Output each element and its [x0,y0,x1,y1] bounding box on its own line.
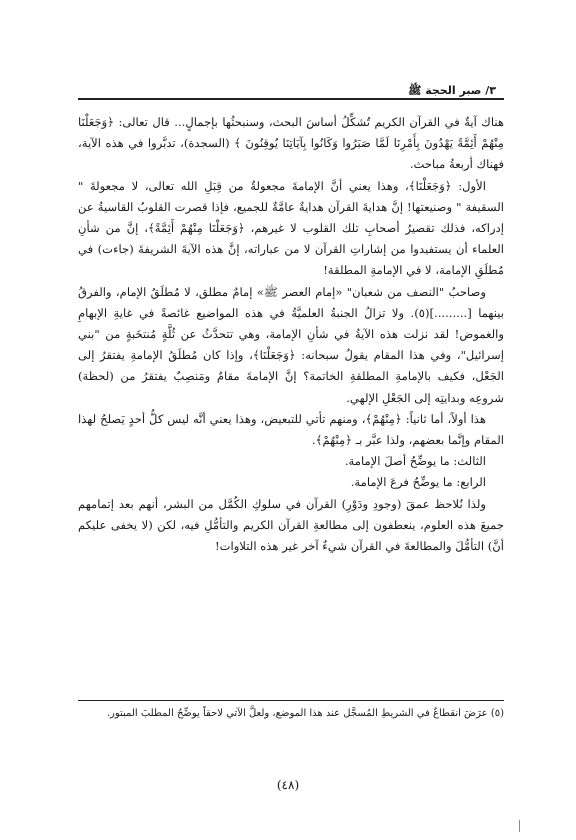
paragraph-imam-of-age: وصاحبُ "النصف من شعبان" «إمام العصر ﷺ» إمامٌ مطلق، لا مُطلَقُ الإمام، والفرقُ بينهما [.........](٥). ولا تزالُ الجنبةُ العلميَّةُ في هذه المواضيع غائصةً في غايةِ الإبهامِ والغموض! لقد نزلت هذه الآيةُ في شأنِ الإمامة، وهي تتحدَّثُ عن ثُلَّةٍ مُنتخَبةٍ من "بني إسرائيل"، وفي هذا المقام يقولُ سبحانه: ﴿وَجَعَلْنَا﴾، وإذا كان مُطلَقُ الإمامةِ يفتقرُ إلى الجَعْل، فكيف بالإمامةِ المطلقةِ الخاتمة؟ إنَّ الإمامةَ مقامٌ ومَنصِبٌ يفتقرُ من (لحظة) شروعِه وبدايتِه إلى الجَعْلِ الإلهي. [78,284,505,405]
footnote: (٥) عرَضَ انقطاعٌ في الشريطِ المُسجَّل عند هذا الموضع، ولعلَّ الآتي لاحقاً يوضِّحُ المطلبَ المبتور. [106,708,504,719]
page-number: (٤٨) [276,778,300,792]
paragraph-intro: هناك آيةٌ في القرآن الكريم تُشكِّلُ أساسَ البحث، وسنبحثُها بإجمالٍ... قال تعالى: ﴿وَجَعَلْنَا مِنْهُمْ أَئِمَّةً يَهْدُونَ بِأَمْرِنَا لَمَّا صَبَرُوا وَكَانُوا بِآيَاتِنَا يُوقِنُونَ ﴾ (السجدة)، تدبَّروا في هذه الآية، فهناك أربعةُ مباحث. [78,115,504,172]
paragraph-third-topic: الثالث: ما يوضِّحُ أصلَ الإمامة. [344,454,486,469]
paragraph-second-topic: هذا أولاً، أما ثانياً: ﴿مِنْهُمْ﴾، ومنهم تأتي للتبعيض، وهذا يعني أنَّه ليس كلُّ أحدٍ يَصلحُ لهذا المقام وإنَّما بعضهم، ولذا عبَّر بـ ﴿مِنْهُمْ﴾. [78,411,504,448]
paragraph-fourth-topic: الرابع: ما يوضِّحُ فرعَ الإمامة. [350,475,486,490]
header-rule [78,98,504,100]
footnote-rule [78,700,504,701]
scan-mark [519,820,520,832]
running-header: ٣/ صبر الحجة ﷺ [408,84,496,97]
body-text [78,112,504,557]
paragraph-first-topic: الأول: ﴿وَجَعَلْنَا﴾، وهذا يعني أنَّ الإمامةَ مجعولةٌ من قِبَلِ الله تعالى، لا مجعولةَ " السقيفة " وصنيعتها! إنَّ هدايةَ القرآن هدايةٌ عامَّةٌ للجميع، فإذا قصرت القلوبُ القاسيةُ عن إدراكه، فذلك تقصيرُ أصحابِ تلك القلوب لا غيرهم، ﴿وَجَعَلْنَا مِنْهُمْ أَئِمَّةً﴾، إنَّ من شأنِ العلماء أن يستفيدوا من إشاراتِ القرآن لا من عباراته، إنَّ هذه الآيةَ الشريفةَ (جاءت) في مُطلَقِ الإمامة، لا في الإمامةِ المطلقة! [78,178,504,278]
paragraph-conclusion: ولذا نُلاحظ عمقَ (وجودِ ودَوْرِ) القرآن في سلوكِ الكُمَّل من البشر، أنهم بعد إتمامهم جميعَ هذه العلوم، ينعطفون إلى مطالعةِ القرآن الكريم والتأمُّلِ فيه، لكن (لا يخفى عليكم أنَّ) التأمُّلَ والمطالعةَ في القرآن شيءٌ آخر غير هذه التلاوات! [78,496,504,554]
